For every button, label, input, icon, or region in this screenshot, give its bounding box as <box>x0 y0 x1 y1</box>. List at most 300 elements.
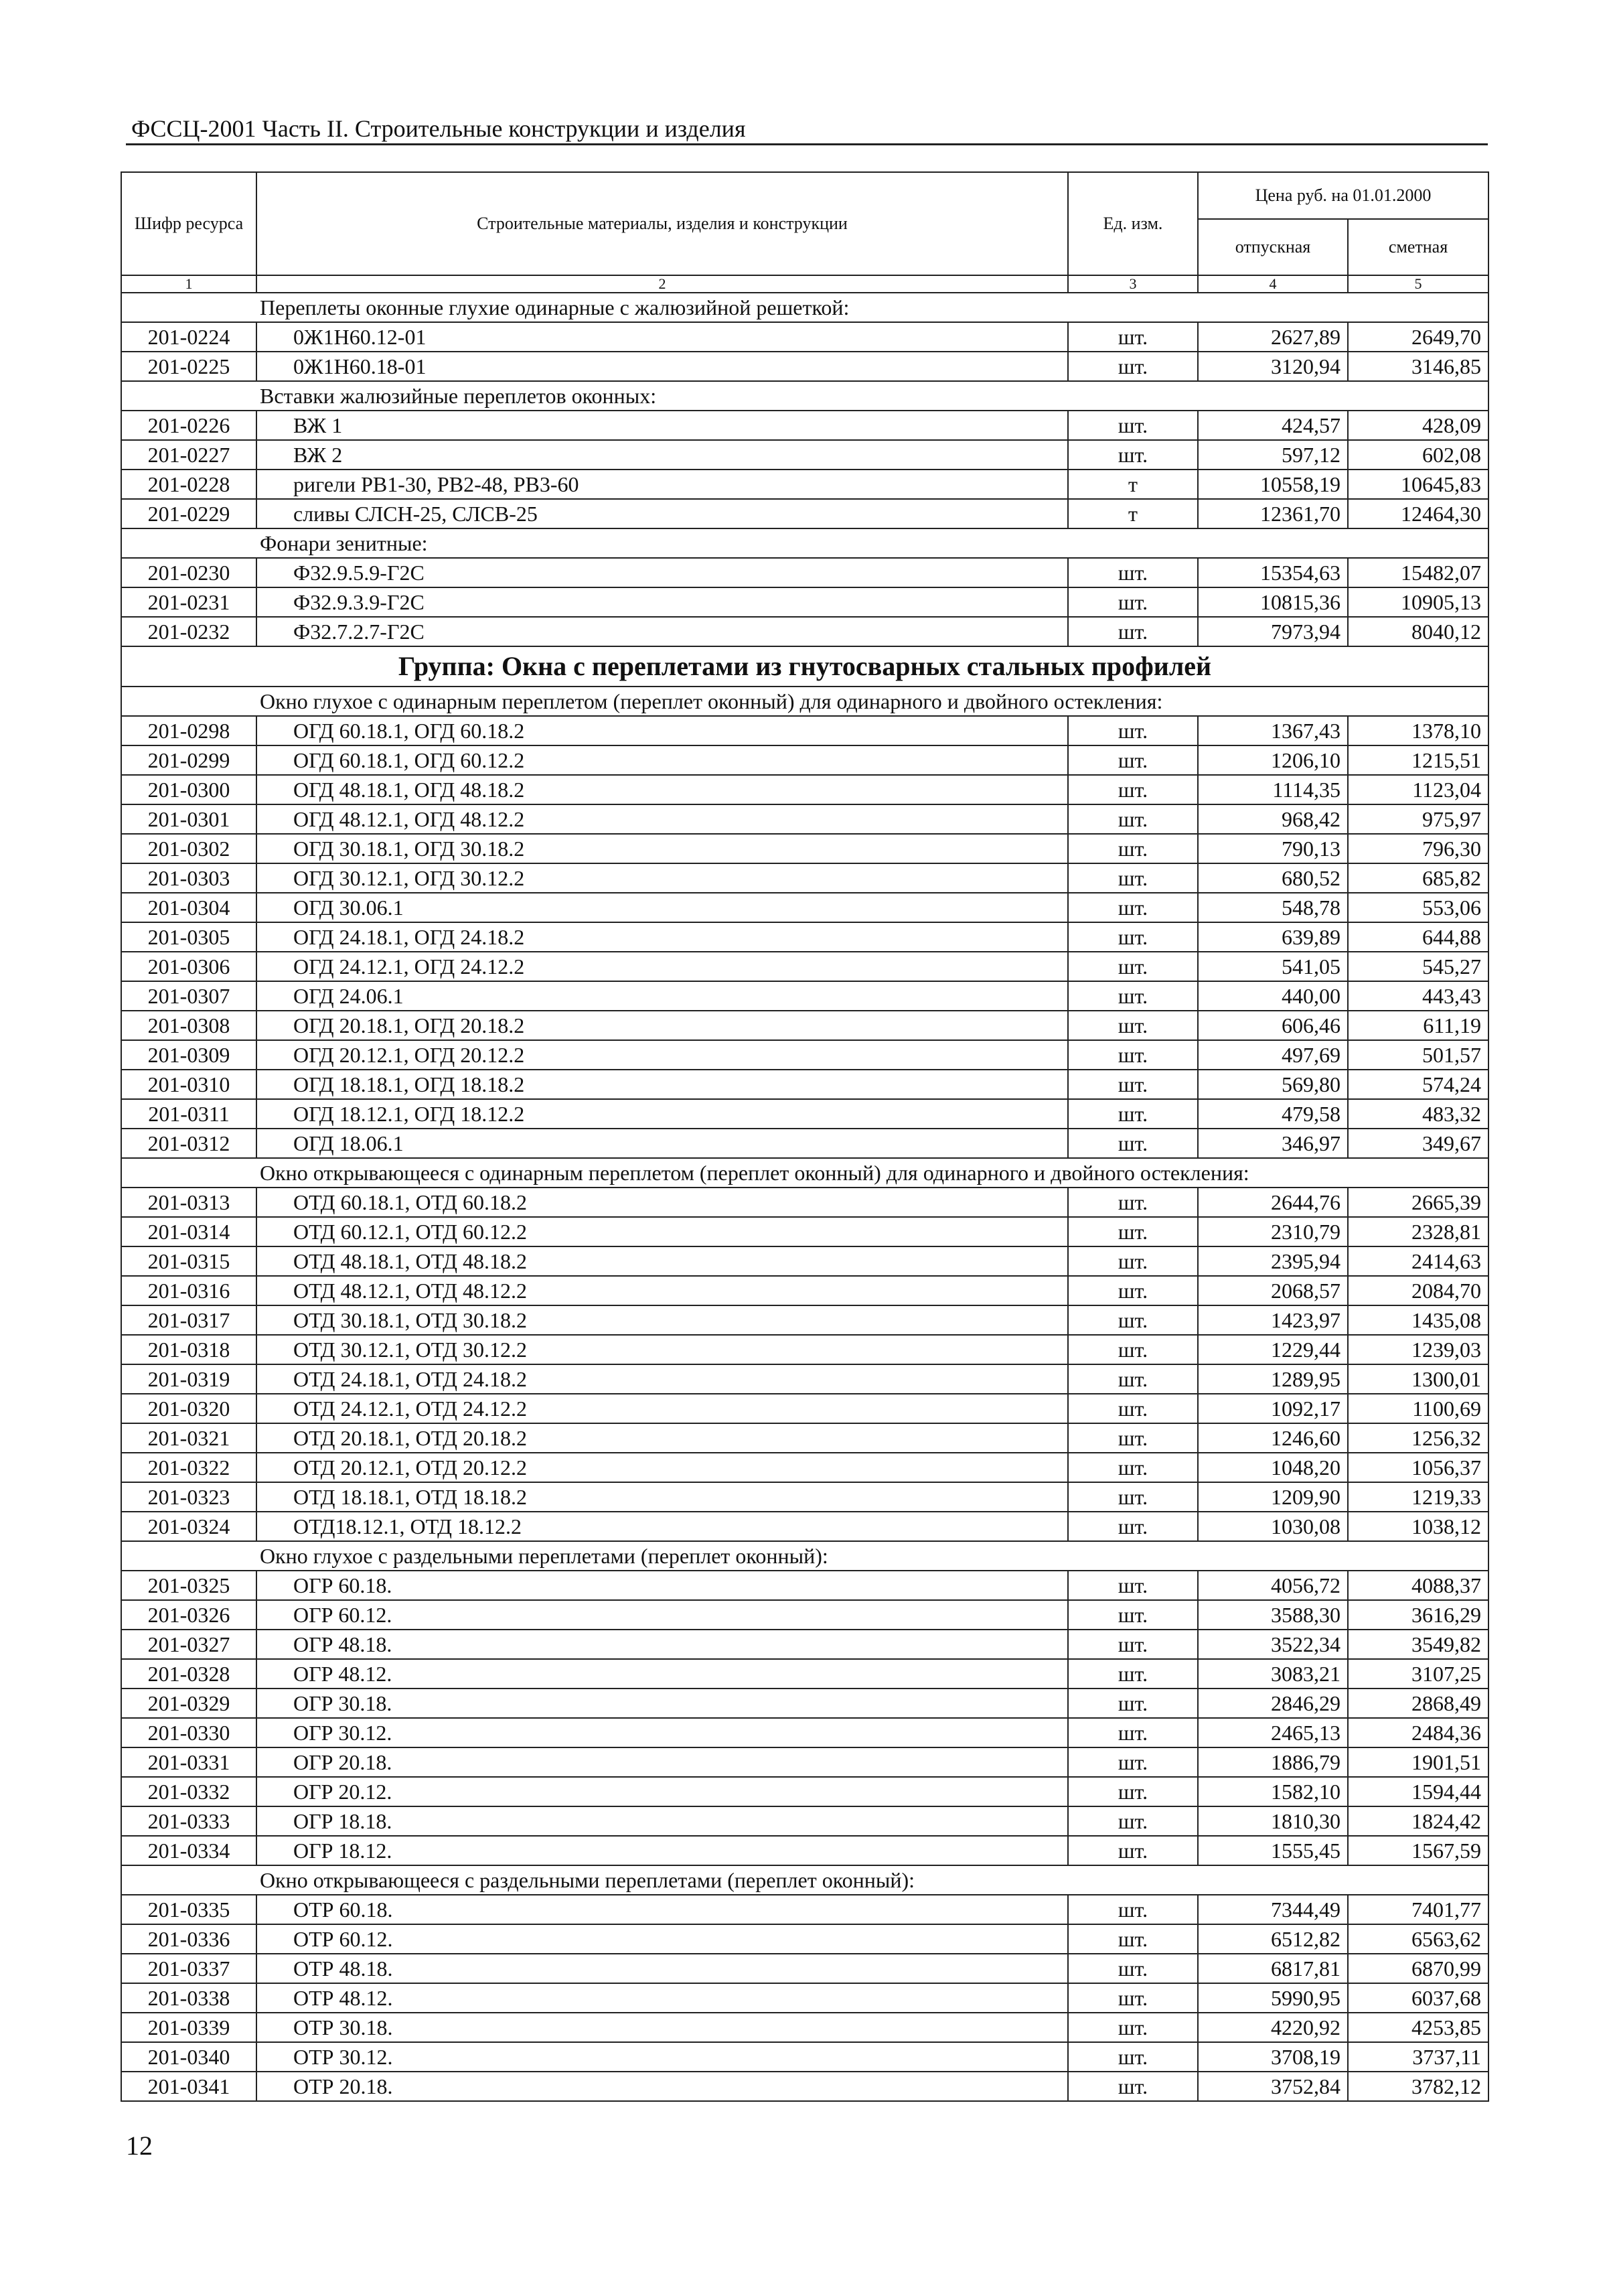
cell-price-release: 497,69 <box>1198 1040 1348 1070</box>
cell-price-release: 3708,19 <box>1198 2042 1348 2072</box>
cell-name: ОГР 30.12. <box>256 1718 1068 1747</box>
cell-name: ОГД 20.12.1, ОГД 20.12.2 <box>256 1040 1068 1070</box>
cell-name: ОТД 24.12.1, ОТД 24.12.2 <box>256 1394 1068 1423</box>
cell-price-release: 1206,10 <box>1198 745 1348 775</box>
cell-name: ОГР 18.12. <box>256 1836 1068 1865</box>
cell-unit: шт. <box>1068 617 1198 646</box>
cell-name: 0Ж1Н60.18-01 <box>256 352 1068 381</box>
table-row <box>121 775 1488 804</box>
cell-name: ОТР 20.18. <box>256 2072 1068 2101</box>
cell-name: ригели РВ1-30, РВ2-48, РВ3-60 <box>256 470 1068 499</box>
cell-name: ОТР 60.12. <box>256 1924 1068 1954</box>
cell-name: ОГР 60.18. <box>256 1571 1068 1600</box>
cell-unit: шт. <box>1068 2013 1198 2042</box>
table-row <box>121 1129 1488 1158</box>
cell-unit: шт. <box>1068 1630 1198 1659</box>
cell-unit: т <box>1068 499 1198 528</box>
table-row <box>121 1659 1488 1689</box>
cell-code: 201-0332 <box>121 1777 256 1806</box>
cell-price-release: 541,05 <box>1198 952 1348 981</box>
cell-unit: шт. <box>1068 1364 1198 1394</box>
table-row <box>121 1895 1488 1924</box>
cell-unit: шт. <box>1068 1099 1198 1129</box>
table-row <box>121 893 1488 922</box>
table-row <box>121 834 1488 863</box>
cell-price-estimate: 501,57 <box>1348 1040 1488 1070</box>
cell-unit: шт. <box>1068 1718 1198 1747</box>
table-row <box>121 1335 1488 1364</box>
table-row <box>121 2072 1488 2101</box>
cell-code: 201-0324 <box>121 1512 256 1541</box>
cell-code: 201-0340 <box>121 2042 256 2072</box>
cell-name: ОТД 24.18.1, ОТД 24.18.2 <box>256 1364 1068 1394</box>
cell-price-release: 2068,57 <box>1198 1276 1348 1305</box>
cell-price-release: 569,80 <box>1198 1070 1348 1099</box>
cell-unit: шт. <box>1068 322 1198 352</box>
cell-price-estimate: 1215,51 <box>1348 745 1488 775</box>
cell-price-release: 1209,90 <box>1198 1482 1348 1512</box>
cell-price-estimate: 1123,04 <box>1348 775 1488 804</box>
cell-name: ОГР 20.12. <box>256 1777 1068 1806</box>
table-row <box>121 981 1488 1011</box>
cell-code: 201-0315 <box>121 1246 256 1276</box>
cell-price-estimate: 1435,08 <box>1348 1305 1488 1335</box>
table-row <box>121 411 1488 440</box>
table-row <box>121 1806 1488 1836</box>
cell-unit: шт. <box>1068 775 1198 804</box>
cell-name: ВЖ 2 <box>256 440 1068 470</box>
table-row <box>121 1689 1488 1718</box>
cell-name: ОТД 60.18.1, ОТД 60.18.2 <box>256 1188 1068 1217</box>
cell-price-estimate: 483,32 <box>1348 1099 1488 1129</box>
document-title: ФССЦ-2001 Часть II. Строительные конструкции и изделия <box>131 115 746 142</box>
cell-price-estimate: 10645,83 <box>1348 470 1488 499</box>
cell-unit: шт. <box>1068 716 1198 745</box>
table-row <box>121 804 1488 834</box>
cell-name: ОГР 48.12. <box>256 1659 1068 1689</box>
cell-name: ОГД 60.18.1, ОГД 60.12.2 <box>256 745 1068 775</box>
cell-code: 201-0303 <box>121 863 256 893</box>
cell-price-release: 1582,10 <box>1198 1777 1348 1806</box>
table-row <box>121 1423 1488 1453</box>
cell-code: 201-0313 <box>121 1188 256 1217</box>
cell-price-estimate: 1300,01 <box>1348 1364 1488 1394</box>
cell-price-estimate: 1056,37 <box>1348 1453 1488 1482</box>
cell-code: 201-0338 <box>121 1983 256 2013</box>
cell-price-estimate: 2084,70 <box>1348 1276 1488 1305</box>
cell-unit: шт. <box>1068 352 1198 381</box>
cell-price-release: 1030,08 <box>1198 1512 1348 1541</box>
cell-code: 201-0224 <box>121 322 256 352</box>
table-row <box>121 440 1488 470</box>
col-header-code: Шифр ресурса <box>121 172 256 275</box>
cell-price-release: 10558,19 <box>1198 470 1348 499</box>
cell-unit: шт. <box>1068 922 1198 952</box>
cell-unit: шт. <box>1068 804 1198 834</box>
cell-name: ОТД 18.18.1, ОТД 18.18.2 <box>256 1482 1068 1512</box>
cell-price-estimate: 3616,29 <box>1348 1600 1488 1630</box>
cell-name: ОГР 48.18. <box>256 1630 1068 1659</box>
table-row <box>121 1482 1488 1512</box>
cell-price-estimate: 1567,59 <box>1348 1836 1488 1865</box>
cell-unit: шт. <box>1068 1924 1198 1954</box>
cell-name: ОГД 18.18.1, ОГД 18.18.2 <box>256 1070 1068 1099</box>
cell-unit: шт. <box>1068 1571 1198 1600</box>
cell-code: 201-0335 <box>121 1895 256 1924</box>
cell-name: ОГД 48.12.1, ОГД 48.12.2 <box>256 804 1068 834</box>
cell-price-estimate: 3737,11 <box>1348 2042 1488 2072</box>
table-body <box>121 293 1488 2101</box>
cell-unit: шт. <box>1068 981 1198 1011</box>
cell-price-estimate: 10905,13 <box>1348 587 1488 617</box>
cell-name: ОГД 24.06.1 <box>256 981 1068 1011</box>
cell-code: 201-0305 <box>121 922 256 952</box>
cell-code: 201-0299 <box>121 745 256 775</box>
cell-price-estimate: 1100,69 <box>1348 1394 1488 1423</box>
table-row <box>121 1217 1488 1246</box>
cell-unit: шт. <box>1068 558 1198 587</box>
cell-name: ОГД 18.06.1 <box>256 1129 1068 1158</box>
cell-price-estimate: 1378,10 <box>1348 716 1488 745</box>
group-heading-row <box>121 646 1488 687</box>
cell-price-estimate: 3782,12 <box>1348 2072 1488 2101</box>
table-row <box>121 1512 1488 1541</box>
table-row <box>121 1394 1488 1423</box>
cell-name: ОГД 24.18.1, ОГД 24.18.2 <box>256 922 1068 952</box>
col-number: 5 <box>1348 275 1488 293</box>
cell-name: ОГД 30.18.1, ОГД 30.18.2 <box>256 834 1068 863</box>
cell-unit: шт. <box>1068 2072 1198 2101</box>
cell-unit: шт. <box>1068 1983 1198 2013</box>
table-row <box>121 952 1488 981</box>
cell-code: 201-0300 <box>121 775 256 804</box>
cell-code: 201-0341 <box>121 2072 256 2101</box>
section-heading: Окно открывающееся с раздельными переплетами (переплет оконный): <box>121 1865 1488 1895</box>
cell-price-estimate: 2328,81 <box>1348 1217 1488 1246</box>
table-row <box>121 922 1488 952</box>
cell-code: 201-0301 <box>121 804 256 834</box>
cell-price-estimate: 602,08 <box>1348 440 1488 470</box>
cell-name: ОТР 30.12. <box>256 2042 1068 2072</box>
cell-name: ОГД 18.12.1, ОГД 18.12.2 <box>256 1099 1068 1129</box>
cell-price-release: 10815,36 <box>1198 587 1348 617</box>
col-header-price-estimate: сметная <box>1348 219 1488 275</box>
cell-price-release: 548,78 <box>1198 893 1348 922</box>
cell-price-release: 680,52 <box>1198 863 1348 893</box>
cell-price-estimate: 1219,33 <box>1348 1482 1488 1512</box>
cell-name: ОГР 20.18. <box>256 1747 1068 1777</box>
cell-name: ОГР 60.12. <box>256 1600 1068 1630</box>
cell-code: 201-0327 <box>121 1630 256 1659</box>
cell-price-estimate: 1038,12 <box>1348 1512 1488 1541</box>
cell-code: 201-0336 <box>121 1924 256 1954</box>
cell-code: 201-0228 <box>121 470 256 499</box>
cell-unit: шт. <box>1068 1453 1198 1482</box>
cell-unit: шт. <box>1068 1512 1198 1541</box>
cell-name: ОТД 20.18.1, ОТД 20.18.2 <box>256 1423 1068 1453</box>
cell-price-release: 479,58 <box>1198 1099 1348 1129</box>
cell-unit: шт. <box>1068 1040 1198 1070</box>
cell-price-release: 2465,13 <box>1198 1718 1348 1747</box>
section-heading: Окно глухое с одинарным переплетом (переплет оконный) для одинарного и двойного остекления: <box>121 687 1488 716</box>
cell-price-release: 1423,97 <box>1198 1305 1348 1335</box>
price-table <box>121 171 1489 2102</box>
section-heading: Окно открывающееся с одинарным переплетом (переплет оконный) для одинарного и двойного остекления: <box>121 1158 1488 1188</box>
cell-price-estimate: 4253,85 <box>1348 2013 1488 2042</box>
cell-price-estimate: 3107,25 <box>1348 1659 1488 1689</box>
cell-name: ОТД 30.12.1, ОТД 30.12.2 <box>256 1335 1068 1364</box>
cell-price-release: 1114,35 <box>1198 775 1348 804</box>
cell-unit: шт. <box>1068 587 1198 617</box>
table-row <box>121 322 1488 352</box>
section-heading-row <box>121 528 1488 558</box>
cell-unit: шт. <box>1068 1689 1198 1718</box>
cell-price-release: 7344,49 <box>1198 1895 1348 1924</box>
cell-price-release: 1092,17 <box>1198 1394 1348 1423</box>
cell-code: 201-0334 <box>121 1836 256 1865</box>
cell-unit: шт. <box>1068 834 1198 863</box>
cell-price-release: 2644,76 <box>1198 1188 1348 1217</box>
cell-price-release: 1555,45 <box>1198 1836 1348 1865</box>
cell-price-release: 12361,70 <box>1198 499 1348 528</box>
table-row <box>121 1188 1488 1217</box>
cell-code: 201-0308 <box>121 1011 256 1040</box>
cell-unit: шт. <box>1068 1659 1198 1689</box>
cell-name: ОГД 60.18.1, ОГД 60.18.2 <box>256 716 1068 745</box>
cell-price-release: 424,57 <box>1198 411 1348 440</box>
cell-unit: шт. <box>1068 1423 1198 1453</box>
col-header-unit: Ед. изм. <box>1068 172 1198 275</box>
cell-price-release: 606,46 <box>1198 1011 1348 1040</box>
table-row <box>121 1718 1488 1747</box>
cell-name: ОТД 20.12.1, ОТД 20.12.2 <box>256 1453 1068 1482</box>
cell-unit: шт. <box>1068 1217 1198 1246</box>
cell-unit: шт. <box>1068 1747 1198 1777</box>
cell-name: ОТД 30.18.1, ОТД 30.18.2 <box>256 1305 1068 1335</box>
cell-price-release: 346,97 <box>1198 1129 1348 1158</box>
cell-price-release: 3083,21 <box>1198 1659 1348 1689</box>
cell-code: 201-0306 <box>121 952 256 981</box>
cell-price-release: 6512,82 <box>1198 1924 1348 1954</box>
cell-code: 201-0307 <box>121 981 256 1011</box>
cell-price-release: 4220,92 <box>1198 2013 1348 2042</box>
table-row <box>121 745 1488 775</box>
cell-unit: т <box>1068 470 1198 499</box>
cell-price-release: 1367,43 <box>1198 716 1348 745</box>
cell-unit: шт. <box>1068 1777 1198 1806</box>
col-header-price: Цена руб. на 01.01.2000 <box>1198 172 1488 219</box>
section-heading: Переплеты оконные глухие одинарные с жалюзийной решеткой: <box>121 293 1488 322</box>
cell-code: 201-0328 <box>121 1659 256 1689</box>
table-row <box>121 1276 1488 1305</box>
cell-code: 201-0319 <box>121 1364 256 1394</box>
cell-unit: шт. <box>1068 1895 1198 1924</box>
cell-name: ОТД 48.12.1, ОТД 48.12.2 <box>256 1276 1068 1305</box>
cell-price-release: 2627,89 <box>1198 322 1348 352</box>
cell-price-estimate: 1824,42 <box>1348 1806 1488 1836</box>
cell-unit: шт. <box>1068 1600 1198 1630</box>
cell-price-estimate: 975,97 <box>1348 804 1488 834</box>
table-row <box>121 863 1488 893</box>
cell-price-release: 15354,63 <box>1198 558 1348 587</box>
col-number: 1 <box>121 275 256 293</box>
cell-name: сливы СЛСН-25, СЛСВ-25 <box>256 499 1068 528</box>
section-heading-row <box>121 687 1488 716</box>
cell-price-estimate: 685,82 <box>1348 863 1488 893</box>
table-row <box>121 617 1488 646</box>
cell-price-release: 1048,20 <box>1198 1453 1348 1482</box>
cell-name: ОГД 48.18.1, ОГД 48.18.2 <box>256 775 1068 804</box>
cell-price-estimate: 8040,12 <box>1348 617 1488 646</box>
table-row <box>121 1954 1488 1983</box>
cell-code: 201-0333 <box>121 1806 256 1836</box>
cell-price-estimate: 349,67 <box>1348 1129 1488 1158</box>
section-heading-row <box>121 1158 1488 1188</box>
cell-unit: шт. <box>1068 1188 1198 1217</box>
table-row <box>121 1011 1488 1040</box>
cell-price-estimate: 1594,44 <box>1348 1777 1488 1806</box>
cell-price-estimate: 1256,32 <box>1348 1423 1488 1453</box>
cell-price-release: 3522,34 <box>1198 1630 1348 1659</box>
cell-price-estimate: 6870,99 <box>1348 1954 1488 1983</box>
cell-code: 201-0321 <box>121 1423 256 1453</box>
table-row <box>121 1777 1488 1806</box>
cell-unit: шт. <box>1068 440 1198 470</box>
cell-unit: шт. <box>1068 1335 1198 1364</box>
cell-code: 201-0330 <box>121 1718 256 1747</box>
cell-code: 201-0231 <box>121 587 256 617</box>
cell-price-release: 4056,72 <box>1198 1571 1348 1600</box>
table-row <box>121 1747 1488 1777</box>
cell-name: ВЖ 1 <box>256 411 1068 440</box>
cell-code: 201-0311 <box>121 1099 256 1129</box>
cell-name: 0Ж1Н60.12-01 <box>256 322 1068 352</box>
table-row <box>121 587 1488 617</box>
cell-code: 201-0331 <box>121 1747 256 1777</box>
table-row <box>121 1983 1488 2013</box>
cell-name: ОГД 30.12.1, ОГД 30.12.2 <box>256 863 1068 893</box>
cell-price-estimate: 2414,63 <box>1348 1246 1488 1276</box>
col-header-price-release: отпускная <box>1198 219 1348 275</box>
table-row <box>121 1070 1488 1099</box>
table-row <box>121 1630 1488 1659</box>
cell-price-release: 1886,79 <box>1198 1747 1348 1777</box>
cell-name: ОТР 48.18. <box>256 1954 1068 1983</box>
table-row <box>121 1305 1488 1335</box>
table-row <box>121 1600 1488 1630</box>
cell-code: 201-0316 <box>121 1276 256 1305</box>
cell-price-estimate: 553,06 <box>1348 893 1488 922</box>
cell-unit: шт. <box>1068 1070 1198 1099</box>
cell-code: 201-0323 <box>121 1482 256 1512</box>
section-heading: Окно глухое с раздельными переплетами (переплет оконный): <box>121 1541 1488 1571</box>
cell-name: ОТД18.12.1, ОТД 18.12.2 <box>256 1512 1068 1541</box>
cell-name: ОГР 30.18. <box>256 1689 1068 1718</box>
cell-code: 201-0325 <box>121 1571 256 1600</box>
table-row <box>121 1099 1488 1129</box>
table-row <box>121 1571 1488 1600</box>
cell-code: 201-0339 <box>121 2013 256 2042</box>
cell-name: ОТД 48.18.1, ОТД 48.18.2 <box>256 1246 1068 1276</box>
cell-code: 201-0310 <box>121 1070 256 1099</box>
cell-name: ОТР 48.12. <box>256 1983 1068 2013</box>
cell-unit: шт. <box>1068 1011 1198 1040</box>
cell-price-estimate: 4088,37 <box>1348 1571 1488 1600</box>
cell-code: 201-0229 <box>121 499 256 528</box>
cell-unit: шт. <box>1068 893 1198 922</box>
table-row <box>121 1246 1488 1276</box>
cell-price-estimate: 6037,68 <box>1348 1983 1488 2013</box>
cell-unit: шт. <box>1068 952 1198 981</box>
cell-unit: шт. <box>1068 745 1198 775</box>
cell-price-release: 2395,94 <box>1198 1246 1348 1276</box>
cell-price-release: 968,42 <box>1198 804 1348 834</box>
cell-code: 201-0226 <box>121 411 256 440</box>
section-heading-row <box>121 293 1488 322</box>
cell-name: ОТР 30.18. <box>256 2013 1068 2042</box>
cell-code: 201-0302 <box>121 834 256 863</box>
cell-code: 201-0320 <box>121 1394 256 1423</box>
cell-price-release: 3120,94 <box>1198 352 1348 381</box>
cell-price-estimate: 2649,70 <box>1348 322 1488 352</box>
col-number: 4 <box>1198 275 1348 293</box>
cell-price-estimate: 1901,51 <box>1348 1747 1488 1777</box>
cell-price-release: 7973,94 <box>1198 617 1348 646</box>
cell-code: 201-0314 <box>121 1217 256 1246</box>
section-heading: Вставки жалюзийные переплетов оконных: <box>121 381 1488 411</box>
table-row <box>121 352 1488 381</box>
cell-code: 201-0322 <box>121 1453 256 1482</box>
cell-price-release: 2310,79 <box>1198 1217 1348 1246</box>
cell-price-estimate: 6563,62 <box>1348 1924 1488 1954</box>
cell-price-release: 1246,60 <box>1198 1423 1348 1453</box>
table-row <box>121 470 1488 499</box>
cell-price-release: 440,00 <box>1198 981 1348 1011</box>
col-number: 3 <box>1068 275 1198 293</box>
cell-code: 201-0329 <box>121 1689 256 1718</box>
cell-unit: шт. <box>1068 411 1198 440</box>
cell-code: 201-0304 <box>121 893 256 922</box>
cell-price-release: 597,12 <box>1198 440 1348 470</box>
section-heading-row <box>121 381 1488 411</box>
cell-price-estimate: 2868,49 <box>1348 1689 1488 1718</box>
section-heading: Фонари зенитные: <box>121 528 1488 558</box>
table-row <box>121 2013 1488 2042</box>
col-number: 2 <box>256 275 1068 293</box>
cell-unit: шт. <box>1068 1836 1198 1865</box>
cell-unit: шт. <box>1068 1246 1198 1276</box>
cell-code: 201-0227 <box>121 440 256 470</box>
cell-name: ОГД 20.18.1, ОГД 20.18.2 <box>256 1011 1068 1040</box>
cell-name: Ф32.9.5.9-Г2С <box>256 558 1068 587</box>
cell-name: Ф32.7.2.7-Г2С <box>256 617 1068 646</box>
cell-price-release: 639,89 <box>1198 922 1348 952</box>
section-heading-row <box>121 1865 1488 1895</box>
cell-price-estimate: 2665,39 <box>1348 1188 1488 1217</box>
cell-unit: шт. <box>1068 1276 1198 1305</box>
cell-code: 201-0317 <box>121 1305 256 1335</box>
cell-name: ОГД 30.06.1 <box>256 893 1068 922</box>
table-row <box>121 1924 1488 1954</box>
cell-unit: шт. <box>1068 1806 1198 1836</box>
page-header <box>126 113 1488 145</box>
cell-price-release: 3588,30 <box>1198 1600 1348 1630</box>
col-header-name: Строительные материалы, изделия и конструкции <box>256 172 1068 275</box>
cell-name: ОГД 24.12.1, ОГД 24.12.2 <box>256 952 1068 981</box>
cell-price-estimate: 12464,30 <box>1348 499 1488 528</box>
cell-price-release: 790,13 <box>1198 834 1348 863</box>
cell-price-estimate: 1239,03 <box>1348 1335 1488 1364</box>
